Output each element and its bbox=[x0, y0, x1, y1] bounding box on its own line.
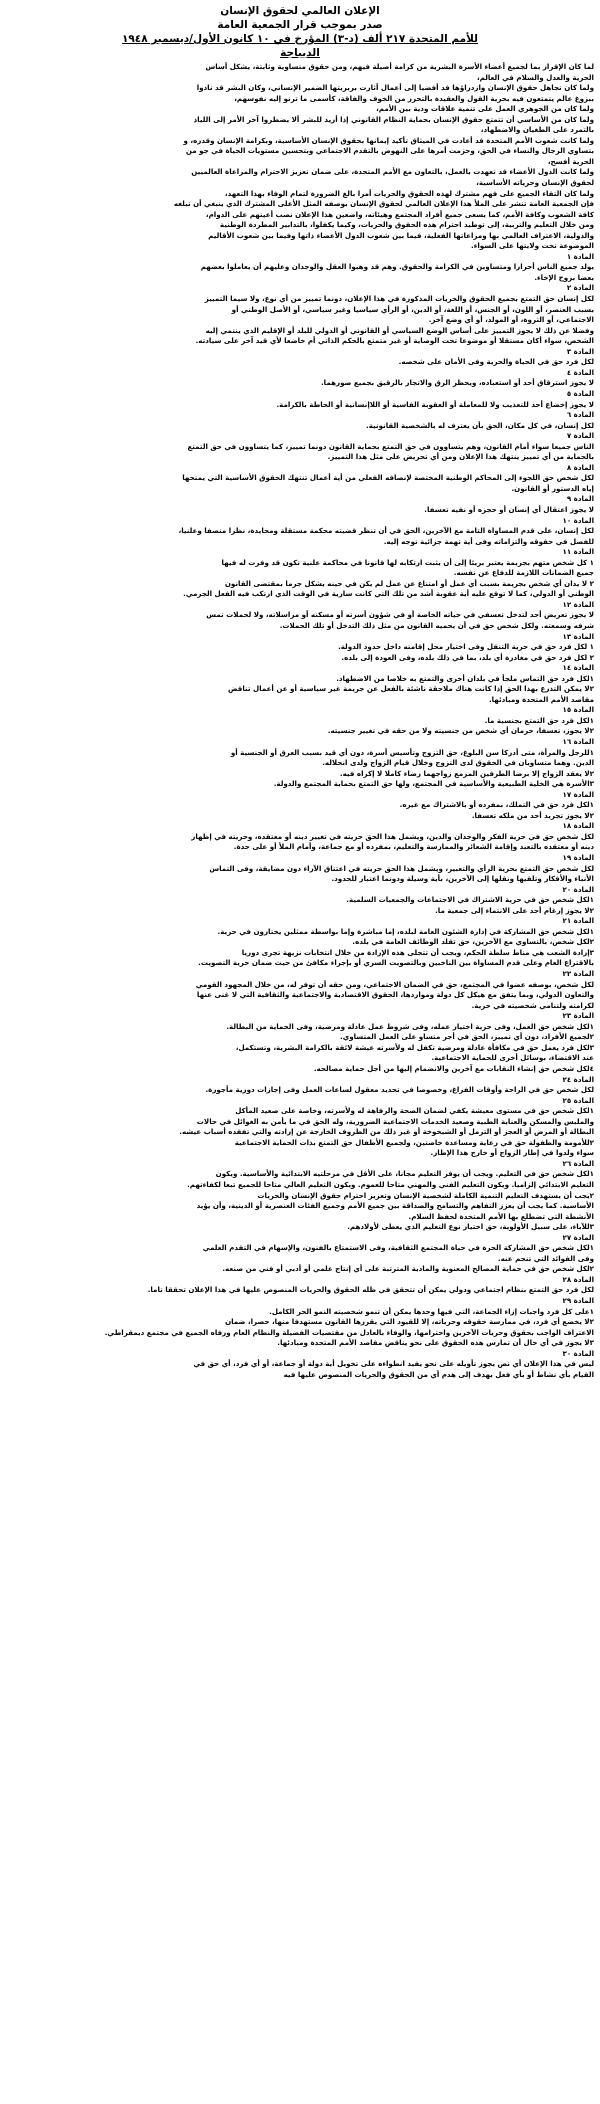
text-line: بسبب العنصر، أو اللون، أو الجنس، أو اللغة، أو الدين، أو الرأي سياسيا وغير سياسي، أو الأصل الوطني أو bbox=[231, 304, 594, 314]
article-heading: المادة ١٤ bbox=[562, 663, 594, 673]
text-line: ١لكل فرد حق التماس ملجأ في بلدان أخرى والتمتع به خلاصا من الاضطهاد. bbox=[336, 673, 594, 683]
text-line: ١لكل فرد حق التمتع بجنسية ما. bbox=[484, 715, 594, 725]
article-heading: المادة ٩ bbox=[566, 494, 594, 504]
text-line: ١ لكل فرد حق في حرية التنقل وفى اختيار محل إقامته داخل حدود الدولة. bbox=[338, 642, 594, 652]
text-line: الأنشطة التي تضطلع بها الأمم المتحدة لحفظ السلام. bbox=[408, 1211, 594, 1221]
preamble-heading: الديباجة bbox=[280, 47, 320, 59]
article-heading: المادة ٢٢ bbox=[562, 969, 594, 979]
text-line: الدين. وهما متساويان في الحقوق لدى التزوج وخلال قيام الزواج ولدى انحلاله. bbox=[322, 758, 594, 768]
text-line: بالتمرد على الطغيان والاضطهاد، bbox=[480, 125, 594, 135]
article-heading: المادة ٤ bbox=[566, 367, 594, 377]
text-line: ١ كل شخص متهم بجريمة يعتبر بريئا إلى أن يثبت ارتكابه لها قانونا في محاكمة علنية تكون قد وفرت له فيها bbox=[221, 557, 594, 567]
text-line: بالاقتراع العام وعلى قدم المساواة بين الناخبين وبالتصويت السري أو بإجراء مكافئ من حيث ضمان حرية التصويت. bbox=[198, 958, 594, 968]
text-line: دينه أو معتقده بالتعبد وإقامة الشعائر والممارسة والتعليم، بمفرده أو مع جماعة، وأمام الملأ أو على حدة. bbox=[233, 842, 594, 852]
text-line: لكرامته ولتنامي شخصيته في حرية. bbox=[471, 1000, 594, 1010]
text-line: إياه الدستور أو القانون. bbox=[511, 483, 594, 493]
article-heading: المادة ٧ bbox=[566, 431, 594, 441]
text-line: ١لكل شخص حق في مستوى معيشة يكفي لضمان الصحة والرفاهة له ولأسرته، وخاصة على صعيد المأكل bbox=[235, 1106, 594, 1116]
text-line: ليس في هذا الإعلان أي نص يجوز تأويله على نحو يفيد انطواءه على تخويل أية دولة أو جماعة، أو أي فرد، أي حق في bbox=[193, 1359, 594, 1369]
text-line: ١للرجل والمرأة، متى أدركا سن البلوغ، حق التزوج وتأسيس أسرة، دون أي قيد بسبب العرق أو الجنسية أو bbox=[230, 747, 594, 757]
document-body bbox=[6, 62, 594, 1380]
text-line: لا يجوز إخضاع أحد للتعذيب ولا للمعاملة أو العقوبة القاسية أو اللاإنسانية أو الحاطة بالكرامة. bbox=[276, 399, 594, 409]
article-heading: المادة ١ bbox=[566, 251, 594, 261]
text-line: لا يجوز اعتقال أي إنسان أو حجزه أو نفيه تعسفا. bbox=[424, 504, 594, 514]
text-line: ٢يجب أن يستهدف التعليم التنمية الكاملة لشخصية الإنسان وتعزيز احترام حقوق الإنسان والحريات bbox=[257, 1190, 594, 1200]
text-line: ٢لجميع الأفراد، دون أي تمييز، الحق في أجر متساو على العمل المتساوي. bbox=[340, 1032, 594, 1042]
text-line: ١لكل فرد حق في التملك، بمفرده أو بالاشتراك مع غيره. bbox=[399, 800, 594, 810]
text-line: شرفه وسمعته. ولكل شخص حق في أن يحميه القانون من مثل ذلك التدخل أو تلك الحملات. bbox=[279, 620, 594, 630]
text-line: الوطني أو الدولي، كما لا توقع عليه أية عقوبة أشد من تلك التي كانت سارية في الوقت الذي ارتكب فيه الفعل الجرمي. bbox=[183, 589, 594, 599]
text-line: ٣للآباء، على سبيل الأولوية، حق اختيار نوع التعليم الذي يعطى لأولادهم. bbox=[347, 1222, 594, 1232]
article-heading: المادة ٢٧ bbox=[562, 1232, 594, 1242]
text-line: للفصل في حقوقه والتزاماته وفى أية تهمة جزائية توجه إليه. bbox=[383, 536, 594, 546]
text-line: الاجتماعي، أو الثروة، أو المولد، أو أي وضع آخر. bbox=[428, 315, 594, 325]
text-line: ٢للأمومة والطفولة حق في رعاية ومساعدة خاصتين، ولجميع الأطفال حق التمتع بذات الحماية الاجتماعية bbox=[234, 1137, 594, 1147]
text-line: ٢ لكل فرد حق في مغادرة أي بلد، بما في ذلك بلده، وفى العودة إلى بلده. bbox=[341, 652, 594, 662]
text-line: ١على كل فرد واجبات إزاء الجماعة، التي فيها وحدها يمكن أن تنمو شخصيته النمو الحر الكامل. bbox=[269, 1306, 594, 1316]
text-line: مقاصد الأمم المتحدة ومبادئها. bbox=[488, 694, 594, 704]
text-line: الناس جميعا سواء أمام القانون، وهم يتساوون في حق التمتع بحماية القانون دونما تمييز، كما يتساوون في حق التمتع bbox=[187, 441, 594, 451]
article-heading: المادة ٢ bbox=[566, 283, 594, 293]
text-line: لكل فرد حق في الحياة والحرية وفى الأمان على شخصه. bbox=[398, 357, 594, 367]
document-page bbox=[6, 4, 594, 2096]
text-line: الحرية والعدل والسلام في العالم، bbox=[476, 72, 594, 82]
document-subtitle: صدر بموجب قرار الجمعية العامة bbox=[217, 19, 383, 31]
text-line: بالحماية من أي تمييز ينتهك هذا الإعلان ومن أي تحريض على مثل هذا التمييز. bbox=[327, 452, 594, 462]
article-heading: المادة ٢١ bbox=[562, 916, 594, 926]
article-heading: المادة ١٦ bbox=[562, 737, 594, 746]
text-line: ولما كان من الأساسي أن تتمتع حقوق الإنسان بحماية النظام القانوني إذا أريد للبشر ألا يضطروا آخر الأمر إلى اللياذ bbox=[193, 114, 594, 124]
text-line: لكل إنسان، على قدم المساواة التامة مع الآخرين، الحق في أن تنظر قضيته محكمة مستقلة ومحايدة، نظرا منصفا وعلنيا، bbox=[178, 526, 594, 536]
text-line: البطالة أو المرض أو العجز أو الترمل أو الشيخوخة أو غير ذلك من الظروف الخارجة عن إرادته والتي تفقده أسباب عيشه. bbox=[179, 1127, 594, 1137]
text-line: ومن خلال التعليم والتربية، إلى توطيد احترام هذه الحقوق والحريات، وكيما يكفلوا، بالتدابير المطردة الوطنية bbox=[219, 220, 594, 230]
text-line: فإن الجمعية العامة تنشر على الملأ هذا الإعلان العالمي لحقوق الإنسان بوصفه المثل الأعلى المشترك الذي ينبغي أن تبلغه bbox=[173, 199, 594, 209]
text-line: ٢لا يجوز تجريد أحد من ملكه تعسفا. bbox=[471, 810, 594, 820]
text-line: سواء ولدوا في إطار الزواج أو خارج هذا الإطار. bbox=[430, 1148, 594, 1158]
text-line: وفضلا عن ذلك لا يجوز التمييز على أساس الوضع السياسي أو القانوني أو الدولي للبلد أو الإقليم الذي ينتمي إليه bbox=[205, 325, 594, 335]
text-line: التعليم الابتدائي إلزاميا. ويكون التعليم الفني والمهني متاحا للعموم. ويكون التعليم العالي متاحا للجميع تبعا لكفاءتهم. bbox=[187, 1179, 594, 1189]
text-line: الموضوعة تحت ولايتها على السواء. bbox=[471, 241, 594, 251]
article-heading: المادة ٢٦ bbox=[562, 1158, 594, 1168]
article-heading: المادة ١٢ bbox=[562, 599, 594, 609]
text-line: بتساوي الرجال والنساء في الحق، وحزمت أمرها على النهوض بالتقدم الاجتماعي وبتحسين مستويات الحياة في جو من bbox=[185, 146, 594, 156]
article-heading: المادة ١٩ bbox=[562, 853, 594, 863]
text-line: ٣لا يجوز في أي حال أن تمارس هذه الحقوق على نحو يناقض مقاصد الأمم المتحدة ومبادئها. bbox=[277, 1338, 594, 1348]
article-heading: المادة ١٣ bbox=[562, 631, 594, 641]
text-line: لكل شخص حق التمتع بحرية الرأي والتعبير، ويشمل هذا الحق حريته في اعتناق الآراء دون مضايقة، وفى التماس bbox=[209, 863, 594, 873]
text-line: ولما كان تجاهل حقوق الإنسان وازدراؤها قد أفضيا إلى أعمال أثارت بربريتها الضمير الإنساني، وكان البشر قد نادوا bbox=[196, 83, 594, 93]
text-line: والملبس والمسكن والعناية الطبية وصعيد الخدمات الاجتماعية الضرورية، وله الحق في ما يأمن به الغوائل في حالات bbox=[196, 1116, 594, 1126]
article-heading: المادة ٢٩ bbox=[562, 1295, 594, 1305]
article-heading: المادة ٢٤ bbox=[562, 1074, 594, 1084]
text-line: ولما كان التقاء الجميع على فهم مشترك لهذه الحقوق والحريات أمرا بالغ الضرورة لتمام الوفاء بهذا التعهد، bbox=[224, 188, 594, 198]
text-line: ولما كانت الدول الأعضاء قد تعهدت بالعمل، بالتعاون مع الأمم المتحدة، على ضمان تعزيز الاحترام والمراعاة العالميين bbox=[191, 167, 594, 177]
article-heading: المادة ٢٥ bbox=[562, 1095, 594, 1105]
text-line: ١لكل شخص حق المشاركة في إدارة الشئون العامة لبلده، إما مباشرة وإما بواسطة ممثلين يختارون في حرية. bbox=[217, 926, 594, 936]
text-line: ١لكل شخص حق العمل، وفى حرية اختيار عمله، وفى شروط عمل عادلة ومرضية، وفى الحماية من البطالة. bbox=[226, 1021, 594, 1031]
text-line: ١لكل شخص حق في التعليم. ويجب أن يوفر التعليم مجانا، على الأقل في مرحلتيه الابتدائية والأساسية. ويكون bbox=[215, 1169, 594, 1179]
text-line: ٢لا يعقد الزواج إلا برضا الطرفين المزمع زواجهما رضاء كاملا لا إكراه فيه. bbox=[339, 768, 594, 778]
article-heading: المادة ٢٨ bbox=[562, 1274, 594, 1284]
article-heading: المادة ٣٠ bbox=[562, 1348, 594, 1358]
text-line: كافة الشعوب وكافة الأمم، كما يسعى جميع أفراد المجتمع وهيئاته، واضعين هذا الإعلان نصب أعينهم على الدوام، bbox=[205, 209, 594, 219]
article-heading: المادة ١١ bbox=[562, 547, 594, 557]
text-line: لكل فرد حق التمتع بنظام اجتماعي ودولي يمكن أن تتحقق في ظله الحقوق والحريات المنصوص عليها في هذا الإعلان تحققا تاما. bbox=[147, 1285, 594, 1295]
article-heading: المادة ١٧ bbox=[562, 789, 594, 799]
text-line: لحقوق الإنسان وحرياته الأساسية، bbox=[476, 178, 594, 188]
text-line: ٢ لا يدان أي شخص بجريمة بسبب أي عمل أو امتناع عن عمل لم يكن في حينه يشكل جرما بمقتضى القانون bbox=[224, 578, 594, 588]
text-line: والدولية، الاعتراف العالمي بها ومراعاتها الفعلية، فيما بين شعوب الدول الأعضاء ذاتها وفيما بين شعوب الأقاليم bbox=[208, 230, 594, 240]
text-line: ٣الأسرة هي الخلية الطبيعية والأساسية في المجتمع، ولها حق التمتع بحماية المجتمع والدولة. bbox=[273, 779, 594, 789]
text-line: لكل إنسان حق التمتع بجميع الحقوق والحريات المذكورة في هذا الإعلان، دونما تمييز من أي نوع، ولا سيما التمييز bbox=[204, 294, 594, 304]
text-line: وفى الفوائد التي تنجم عنه. bbox=[497, 1253, 594, 1263]
text-line: القيام بأي نشاط أو بأي فعل يهدف إلى هدم أي من الحقوق والحريات المنصوص عليها فيه bbox=[283, 1369, 594, 1379]
article-heading: المادة ٥ bbox=[566, 388, 594, 398]
text-line: ٢لكل شخص حق في حماية المصالح المعنوية والمادية المترتبة على أي إنتاج علمي أو أدبي أو فني من صنعه. bbox=[222, 1264, 594, 1274]
text-line: الحرية أفسح، bbox=[547, 156, 594, 166]
text-line: يولد جميع الناس أحرارا ومتساوين في الكرامة والحقوق. وهم قد وهبوا العقل والوجدان وعليهم أن يعاملوا بعضهم bbox=[200, 262, 594, 272]
text-line: ٢لا يخضع أي فرد، في ممارسة حقوقه وحرياته، إلا للقيود التي يقررها القانون مستهدفا منها، حصرا، ضمان bbox=[225, 1317, 594, 1327]
article-heading: المادة ٢٠ bbox=[562, 884, 594, 894]
text-line: ١لكل شخص حق في حرية الاشتراك في الاجتماعات والجمعيات السلمية. bbox=[346, 895, 594, 905]
text-line: ببزوغ عالم يتمتعون فيه بحرية القول والعقيدة بالتحرر من الخوف والفاقة، كأسمى ما ترنو إليه نفوسهم، bbox=[234, 93, 594, 103]
text-line: ٣إرادة الشعب هي مناط سلطة الحكم، ويجب أن تتجلى هذه الإرادة من خلال انتخابات نزيهة تجرى دوريا bbox=[241, 947, 594, 957]
text-line: ولما كانت شعوب الأمم المتحدة قد أعادت في الميثاق تأكيد إيمانها بحقوق الإنسان الأساسية، وبكرامة الإنسان وقدره، و bbox=[183, 135, 594, 145]
text-line: ولما كان من الجوهري العمل على تنمية علاقات ودية بين الأمم، bbox=[376, 104, 594, 114]
article-heading: المادة ٣ bbox=[566, 346, 594, 356]
text-line: لما كان الإقرار بما لجميع أعضاء الأسرة البشرية من كرامة أصيلة فيهم، ومن حقوق متساوية وثابتة، يشكل أساس bbox=[205, 62, 594, 71]
article-heading: المادة ٢٣ bbox=[562, 1011, 594, 1021]
article-heading: المادة ٦ bbox=[566, 410, 594, 420]
text-line: لكل شخص، بوصفه عضوا في المجتمع، حق في الضمان الاجتماعي، ومن حقه أن توفر له، من خلال المجهود القومي bbox=[195, 979, 594, 989]
text-line: الأساسية. كما يجب أن يعزز التفاهم والتسامح والصداقة بين جميع الأمم وجميع الفئات العنصرية أو الدينية، وأن يؤيد bbox=[196, 1201, 594, 1211]
text-line: ٢لكل شخص، بالتساوي مع الآخرين، حق تقلد الوظائف العامة في بلده. bbox=[352, 937, 594, 947]
text-line: عند الاقتضاء، بوسائل أخرى للحماية الاجتماعية. bbox=[431, 1053, 594, 1063]
text-line: لكل إنسان، في كل مكان، الحق بأن يعترف له بالشخصية القانونية. bbox=[366, 420, 594, 430]
document-date-line: للأمم المتحدة ٢١٧ ألف (د-٣) المؤرخ في ١٠ كانون الأول/ديسمبر ١٩٤٨ bbox=[121, 33, 478, 45]
text-line: ٣لكل فرد يعمل حق في مكافأة عادلة ومرضية تكفل له ولأسرته عيشة لائقة بالكرامة البشرية، وتستكمل، bbox=[235, 1042, 594, 1052]
text-line: ٤لكل شخص حق إنشاء النقابات مع آخرين والانضمام إليها من أجل حماية مصالحه. bbox=[313, 1063, 594, 1073]
text-line: لا يجوز استرقاق أحد أو استعباده، ويحظر الرق والاتجار بالرقيق بجميع صورهما. bbox=[320, 378, 594, 388]
article-heading: المادة ١٥ bbox=[562, 705, 594, 715]
text-line: الشخص، سواء أكان مستقلا أو موضوعا تحت الوصاية أو غير متمتع بالحكم الذاتي أم خاضعا لأي قيد آخر على سيادته. bbox=[195, 336, 594, 346]
article-heading: المادة ٨ bbox=[566, 462, 594, 472]
text-line: جميع الضمانات اللازمة للدفاع عن نفسه. bbox=[453, 568, 594, 578]
text-line: الأنباء والأفكار وتلقيها ونقلها إلى الآخرين، بأية وسيلة ودونما اعتبار للحدود. bbox=[331, 874, 594, 884]
text-line: لكل شخص حق اللجوء إلى المحاكم الوطنية المختصة لإنصافه الفعلي من أية أعمال تنتهك الحقوق الأساسية التي يمنحها bbox=[182, 473, 594, 483]
document-header bbox=[6, 4, 594, 60]
text-line: لكل شخص حق في حرية الفكر والوجدان والدين، ويشمل هذا الحق حريته في تغيير دينه أو معتقده، وحريته في إظهار bbox=[191, 831, 594, 841]
text-line: لكل شخص حق في الراحة وأوقات الفراغ، وخصوصا في تحديد معقول لساعات العمل وفى إجازات دورية مأجورة. bbox=[205, 1085, 594, 1095]
text-line: لا يجوز تعريض أحد لتدخل تعسفي في حياته الخاصة أو في شؤون أسرته أو مسكنه أو مراسلاته، ولا لحملات تمس bbox=[206, 610, 594, 620]
text-line: ٢لا يجوز، تعسفا، حرمان أي شخص من جنسيته ولا من حقه في تغيير جنسيته. bbox=[327, 726, 594, 736]
text-line: ٢لا يمكن التذرع بهذا الحق إذا كانت هناك ملاحقة ناشئة بالفعل عن جريمة غير سياسية أو عن أعمال تناقض bbox=[228, 684, 594, 694]
text-line: ٢لا يجوز إرغام أحد على الانتماء إلى جمعية ما. bbox=[435, 905, 594, 915]
article-heading: المادة ١٨ bbox=[562, 821, 594, 831]
text-line: الاعتراف الواجب بحقوق وحريات الآخرين واحترامها، والوفاء بالعادل من مقتضيات الفضيلة والنظام العام ورفاه الجميع في مجتمع ديمقراطي. bbox=[104, 1327, 594, 1337]
document-title: الإعلان العالمي لحقوق الإنسان bbox=[220, 5, 380, 17]
article-heading: المادة ١٠ bbox=[562, 515, 594, 525]
text-line: والتعاون الدولي، وبما يتفق مع هيكل كل دولة ومواردها، الحقوق الاقتصادية والاجتماعية والثقافية التي لا غنى عنها bbox=[196, 990, 594, 1000]
text-line: بعضا بروح الإخاء. bbox=[534, 272, 594, 282]
text-line: ١لكل شخص حق المشاركة الحرة في حياة المجتمع الثقافية، وفى الاستمتاع بالفنون، والإسهام في التقدم العلمي bbox=[202, 1243, 594, 1253]
